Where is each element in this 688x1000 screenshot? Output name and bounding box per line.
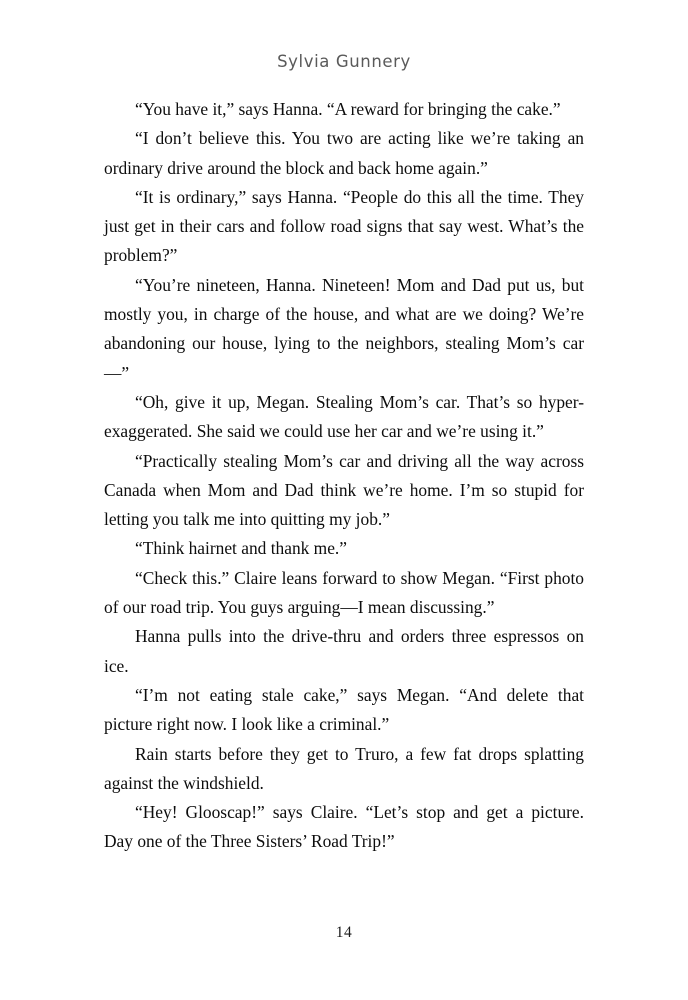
paragraph: “Practically stealing Mom’s car and driving all the way across Canada when Mom and Dad think we’re home. I’m so stupid for letting you talk me into quitting my job.” [104, 450, 584, 530]
paragraph: “You’re nineteen, Hanna. Nineteen! Mom and Dad put us, but mostly you, in charge of the house, and what are we doing? We’re abandoning our house, lying to the neighbors, stealing Mom’s car—” [104, 274, 584, 383]
paragraph: “Oh, give it up, Megan. Stealing Mom’s car. That’s so hyper-exaggerated. She said we could use her car and we’re using it.” [104, 391, 584, 442]
paragraph: Hanna pulls into the drive-thru and orders three espressos on ice. [104, 626, 584, 676]
paragraph: “Think hairnet and thank me.” [135, 538, 347, 559]
paragraph: “I don’t believe this. You two are acting like we’re taking an ordinary drive around the block and back home again.” [104, 128, 584, 178]
paragraph: “Check this.” Claire leans forward to show Megan. “First photo of our road trip. You guys arguing—I mean discussing.” [104, 567, 584, 618]
paragraph: “You have it,” says Hanna. “A reward for bringing the cake.” [135, 99, 561, 119]
page-body-text [104, 71, 584, 857]
paragraph: Rain starts before they get to Truro, a few fat drops splatting against the windshield. [104, 743, 584, 793]
paragraph: “It is ordinary,” says Hanna. “People do this all the time. They just get in their cars and follow road signs that say west. What’s the problem?” [104, 186, 584, 266]
paragraph: “I’m not eating stale cake,” says Megan. “And delete that picture right now. I look like a criminal.” [104, 684, 584, 735]
running-head-author: Sylvia Gunnery [277, 52, 411, 71]
page-number: 14 [335, 924, 353, 941]
paragraph: “Hey! Glooscap!” says Claire. “Let’s stop and get a picture. Day one of the Three Sisters’ Road Trip!” [104, 802, 584, 852]
